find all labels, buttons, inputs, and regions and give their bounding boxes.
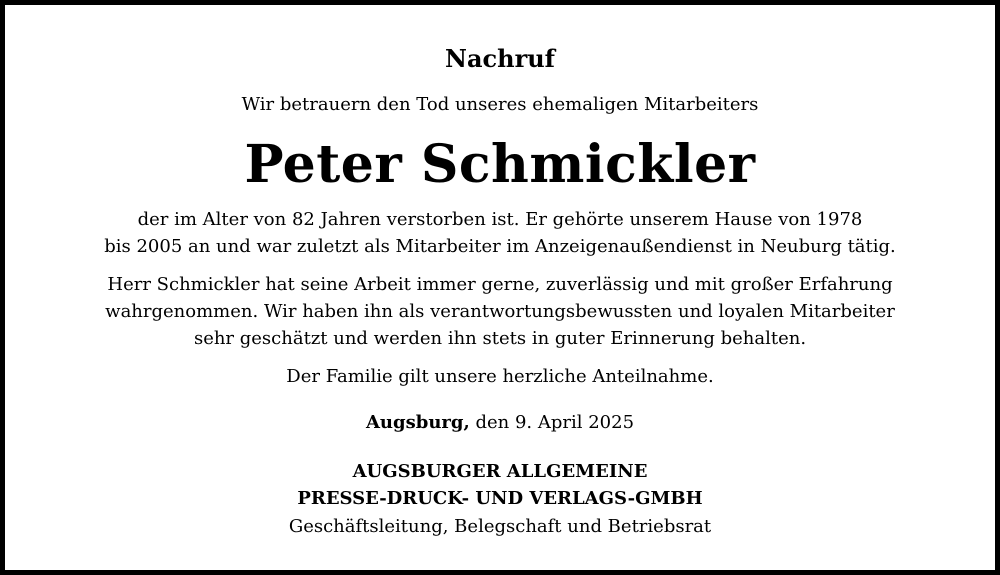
body-line: der im Alter von 82 Jahren verstorben ist. Er gehörte unserem Hause von 1978 [137, 209, 863, 230]
intro-text: Wir betrauern den Tod unseres ehemaligen Mitarbeiters [241, 94, 759, 115]
place-date [5, 410, 995, 436]
deceased-name: Peter Schmickler [244, 134, 756, 195]
signatories: Geschäftsleitung, Belegschaft und Betriebsrat [288, 516, 712, 537]
notice-heading: Nachruf [445, 44, 555, 73]
body-line: bis 2005 an und war zuletzt als Mitarbeiter im Anzeigenaußendienst in Neuburg tätig. [104, 236, 896, 257]
body-line: Herr Schmickler hat seine Arbeit immer gerne, zuverlässig und mit großer Erfahrung [107, 274, 893, 295]
company-name-line: PRESSE-DRUCK- UND VERLAGS-GMBH [297, 488, 703, 509]
place: Augsburg, [365, 412, 470, 433]
body-line: sehr geschätzt und werden ihn stets in guter Erinnerung behalten. [193, 328, 807, 349]
company-name-line: AUGSBURGER ALLGEMEINE [352, 461, 648, 482]
body-line: wahrgenommen. Wir haben ihn als verantwortungsbewussten und loyalen Mitarbeiter [105, 301, 895, 322]
condolence-line: Der Familie gilt unsere herzliche Anteilnahme. [286, 366, 714, 387]
date: den 9. April 2025 [469, 412, 635, 433]
